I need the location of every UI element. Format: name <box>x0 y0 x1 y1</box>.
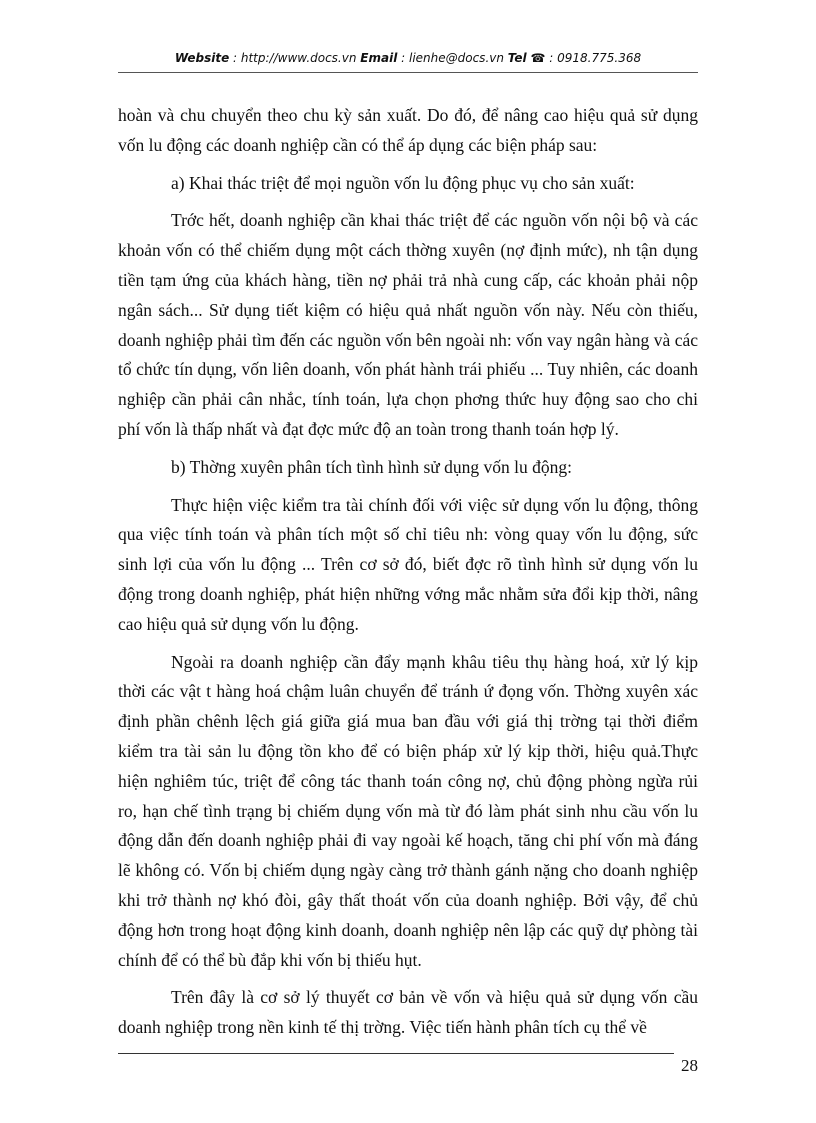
tel-label: Tel <box>507 51 527 65</box>
subheading-a: a) Khai thác triệt để mọi nguồn vốn lu động phục vụ cho sản xuất: <box>171 172 635 193</box>
website-url: : http://www.docs.vn <box>229 51 361 65</box>
page-number: 28 <box>681 1056 698 1075</box>
paragraph-financial-check: Thực hiện việc kiểm tra tài chính đối với việc sử dụng vốn lu động, thông qua việc tính toán và phân tích một số chỉ tiêu nh: vòng quay vốn lu động, sức sinh lợi của vốn lu động ... Trên cơ sở đó, biết đợc rõ tình hình sử dụng vốn lu động trong doanh nghiệp, phát hiện những vớng mắc nhằm sửa đổi kịp thời, nâng cao hiệu quả sử dụng vốn lu động. <box>118 494 698 634</box>
email-address: : lienhe@docs.vn <box>397 51 508 65</box>
page-header <box>118 51 698 65</box>
paragraph-capital-sources: Trớc hết, doanh nghiệp cần khai thác triệt để các nguồn vốn nội bộ và các khoản vốn có thể chiếm dụng một cách thờng xuyên (nợ định mức), nh tận dụng tiền tạm ứng của khách hàng, tiền nợ phải trả nhà cung cấp, các khoản phải nộp ngân sách... Sử dụng tiết kiệm có hiệu quả nhất nguồn vốn này. Nếu còn thiếu, doanh nghiệp phải tìm đến các nguồn vốn bên ngoài nh: vốn vay ngân hàng và các tổ chức tín dụng, vốn liên doanh, vốn phát hành trái phiếu ... Tuy nhiên, các doanh nghiệp cần phải cân nhắc, tính toán, lựa chọn phơng thức huy động sao cho chi phí vốn là thấp nhất và đạt đợc mức độ an toàn trong thanh toán hợp lý. <box>118 210 698 439</box>
subheading-b: b) Thờng xuyên phân tích tình hình sử dụng vốn lu động: <box>171 456 572 477</box>
paragraph-summary: Trên đây là cơ sở lý thuyết cơ bản về vốn và hiệu quả sử dụng vốn cầu doanh nghiệp trong nền kinh tế thị trờng. Việc tiến hành phân tích cụ thể về <box>118 987 698 1038</box>
paragraph-sales-promotion: Ngoài ra doanh nghiệp cần đẩy mạnh khâu tiêu thụ hàng hoá, xử lý kịp thời các vật t hàng hoá chậm luân chuyển để tránh ứ đọng vốn. Thờng xuyên xác định phần chênh lệch giá giữa giá mua ban đầu với giá thị trờng tại thời điểm kiểm tra tài sản lu động tồn kho để có biện pháp xử lý kịp thời, hiệu quả.Thực hiện nghiêm túc, triệt để công tác thanh toán công nợ, chủ động phòng ngừa rủi ro, hạn chế tình trạng bị chiếm dụng vốn mà từ đó làm phát sinh nhu cầu vốn lu động dẫn đến doanh nghiệp phải đi vay ngoài kế hoạch, tăng chi phí vốn mà đáng lẽ không có. Vốn bị chiếm dụng ngày càng trở thành gánh nặng cho doanh nghiệp khi trở thành nợ khó đòi, gây thất thoát vốn của doanh nghiệp. Bởi vậy, để chủ động hơn trong hoạt động kinh doanh, doanh nghiệp nên lập các quỹ dự phòng tài chính để có thể bù đắp khi vốn bị thiếu hụt. <box>118 651 698 970</box>
header-divider <box>118 72 698 73</box>
email-label: Email <box>360 51 398 65</box>
phone-icon: ☎ <box>530 51 546 65</box>
footer-divider <box>118 1053 674 1054</box>
paragraph-continuation: hoàn và chu chuyển theo chu kỳ sản xuất. Do đó, để nâng cao hiệu quả sử dụng vốn lu động các doanh nghiệp cần có thể áp dụng các biện pháp sau: <box>118 105 698 155</box>
website-label: Website <box>174 51 230 65</box>
document-body <box>118 101 698 1043</box>
tel-number: : 0918.775.368 <box>545 51 642 65</box>
